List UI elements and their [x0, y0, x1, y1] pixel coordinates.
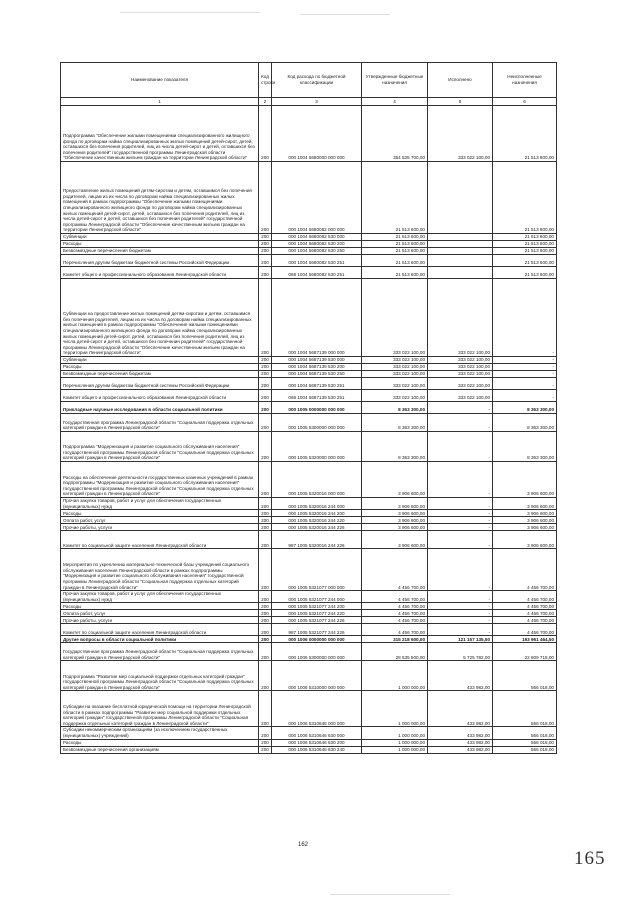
row-budget-code: 000 1005 5321077 244 000	[272, 591, 362, 603]
table-row	[61, 643, 557, 661]
row-remaining-amount: 3 906 600,00	[493, 531, 557, 549]
row-approved-amount: 333 022 100,00	[362, 357, 428, 364]
row-indicator-name: Государственная программа Ленинградской области "Социальная поддержка отдельных категорий граждан в Ленинградской области"	[61, 414, 259, 432]
row-line-code: 200	[259, 248, 272, 255]
row-line-code: 200	[259, 524, 272, 531]
row-budget-code: 000 1006 5300000 000 000	[272, 643, 362, 661]
table-row	[61, 241, 557, 248]
row-budget-code: 000 1005 5321077 244 226	[272, 617, 362, 624]
row-budget-code: 000 1004 5687139 530 250	[272, 371, 362, 378]
row-budget-code: 000 1006 5310646 000 000	[272, 691, 362, 727]
row-indicator-name: Мероприятия по укреплению материально-технической базы учреждений социального обслуживания населения Ленинградской области в рамках подпрограммы "Модернизация и развитие социального обслуживания населения" государственной программы Ленинградской области "Социальная поддержка отдельных категорий граждан в Ленинградской области"	[61, 549, 259, 591]
table-row	[61, 498, 557, 510]
row-remaining-amount: 21 513 600,00	[493, 162, 557, 234]
row-remaining-amount: 4 456 700,00	[493, 549, 557, 591]
table-row	[61, 267, 557, 279]
row-executed-amount: -	[428, 610, 493, 617]
row-indicator-name: Расходы	[61, 603, 259, 610]
row-indicator-name: Оплата работ, услуг	[61, 610, 259, 617]
row-line-code: 200	[259, 364, 272, 371]
table-row	[61, 610, 557, 617]
row-approved-amount: 333 022 100,00	[362, 371, 428, 378]
row-executed-amount	[428, 255, 493, 267]
row-approved-amount: 315 218 600,00	[362, 636, 428, 643]
table-row	[61, 378, 557, 390]
row-remaining-amount: 21 513 600,00	[493, 255, 557, 267]
row-budget-code: 000 1005 5320016 244 000	[272, 498, 362, 510]
row-budget-code: 000 1006 5310000 000 000	[272, 661, 362, 691]
row-budget-code: 000 1004 5680082 530 000	[272, 234, 362, 241]
row-indicator-name: Прочие работы, услуги	[61, 617, 259, 624]
row-indicator-name: Субвенции	[61, 357, 259, 364]
table-row	[61, 624, 557, 636]
row-executed-amount: 333 022 100,00	[428, 357, 493, 364]
table-row	[61, 524, 557, 531]
row-remaining-amount: 21 513 600,00	[493, 241, 557, 248]
row-remaining-amount: 8 363 300,00	[493, 432, 557, 462]
row-executed-amount: 333 022 100,00	[428, 378, 493, 390]
row-remaining-amount: 3 906 600,00	[493, 498, 557, 510]
row-line-code: 200	[259, 643, 272, 661]
row-budget-code: 000 1006 5310646 630 200	[272, 739, 362, 746]
row-remaining-amount: 21 513 600,00	[493, 248, 557, 255]
row-budget-code: 000 1004 5680000 000 000	[272, 106, 362, 162]
row-budget-code: 000 1005 5320016 244 220	[272, 517, 362, 524]
row-approved-amount: 21 513 600,00	[362, 162, 428, 234]
row-remaining-amount: 3 906 600,00	[493, 517, 557, 524]
row-indicator-name: Комитет по социальной защите населения Ленинградской области	[61, 531, 259, 549]
row-remaining-amount: 8 363 300,00	[493, 414, 557, 432]
row-indicator-name: Безвозмездные перечисления организациям	[61, 746, 259, 753]
scan-artifact	[120, 12, 260, 13]
row-indicator-name: Прочая закупка товаров, работ и услуг для обеспечения государственных (муниципальных) нужд	[61, 591, 259, 603]
table-row	[61, 414, 557, 432]
row-line-code: 200	[259, 432, 272, 462]
row-budget-code: 000 1004 5687139 000 000	[272, 279, 362, 357]
row-approved-amount: 3 906 600,00	[362, 498, 428, 510]
column-number: 4	[362, 98, 428, 106]
row-remaining-amount: 21 513 600,00	[493, 267, 557, 279]
row-approved-amount: 333 022 100,00	[362, 279, 428, 357]
row-indicator-name: Субвенции	[61, 234, 259, 241]
row-executed-amount: 433 982,00	[428, 661, 493, 691]
table-header-row	[61, 63, 557, 98]
row-executed-amount: 121 157 135,50	[428, 636, 493, 643]
row-line-code: 200	[259, 498, 272, 510]
row-budget-code: 000 1006 0000000 000 000	[272, 636, 362, 643]
table-row	[61, 364, 557, 371]
row-line-code: 200	[259, 591, 272, 603]
row-approved-amount: 1 000 000,00	[362, 739, 428, 746]
row-remaining-amount: 22 809 718,00	[493, 643, 557, 661]
row-executed-amount: -	[428, 531, 493, 549]
row-budget-code: 000 1004 5680082 530 200	[272, 241, 362, 248]
row-remaining-amount: 4 456 700,00	[493, 624, 557, 636]
row-line-code: 200	[259, 610, 272, 617]
table-row	[61, 617, 557, 624]
row-indicator-name: Перечисления другим бюджетам бюджетной системы Российской Федерации	[61, 255, 259, 267]
row-remaining-amount: 3 906 600,00	[493, 524, 557, 531]
row-remaining-amount: 4 456 700,00	[493, 591, 557, 603]
table-row	[61, 691, 557, 727]
row-executed-amount: 333 022 100,00	[428, 364, 493, 371]
row-line-code: 200	[259, 241, 272, 248]
row-indicator-name: Оплата работ, услуг	[61, 517, 259, 524]
row-approved-amount: 4 456 700,00	[362, 617, 428, 624]
row-budget-code: 000 1006 5310646 630 240	[272, 746, 362, 753]
row-executed-amount: -	[428, 402, 493, 414]
table-row	[61, 739, 557, 746]
row-indicator-name: Комитет по социальной защите населения Ленинградской области	[61, 624, 259, 636]
row-budget-code: 987 1005 5321077 244 226	[272, 624, 362, 636]
header-line-code: Код строки	[259, 63, 272, 98]
row-indicator-name: Комитет общего и профессионального образования Ленинградской области	[61, 390, 259, 402]
row-budget-code: 000 1005 5321077 244 220	[272, 610, 362, 617]
row-executed-amount: 333 022 100,00	[428, 390, 493, 402]
row-approved-amount: 3 906 600,00	[362, 510, 428, 517]
table-row	[61, 402, 557, 414]
table-row	[61, 603, 557, 610]
row-budget-code: 000 1005 5321077 244 200	[272, 603, 362, 610]
row-approved-amount: 8 363 300,00	[362, 432, 428, 462]
row-executed-amount: -	[428, 603, 493, 610]
row-line-code: 200	[259, 531, 272, 549]
row-indicator-name: Расходы	[61, 510, 259, 517]
handwritten-sheet-number: 165	[574, 848, 606, 869]
row-budget-code: 000 1004 5687139 530 000	[272, 357, 362, 364]
row-line-code: 200	[259, 691, 272, 727]
row-executed-amount: -	[428, 617, 493, 624]
row-remaining-amount: 3 906 600,00	[493, 510, 557, 517]
row-indicator-name: Прочая закупка товаров, работ и услуг для обеспечения государственных (муниципальных) нужд	[61, 498, 259, 510]
table-row	[61, 234, 557, 241]
row-approved-amount: 333 022 100,00	[362, 378, 428, 390]
row-budget-code: 000 1004 5687139 530 200	[272, 364, 362, 371]
table-row	[61, 510, 557, 517]
row-budget-code: 000 1006 5310646 630 000	[272, 727, 362, 739]
row-executed-amount: -	[428, 524, 493, 531]
table-row	[61, 462, 557, 498]
row-budget-code: 000 1005 5300000 000 000	[272, 414, 362, 432]
row-executed-amount: -	[428, 549, 493, 591]
column-number: 2	[259, 98, 272, 106]
row-executed-amount: -	[428, 462, 493, 498]
row-approved-amount: 8 363 300,00	[362, 402, 428, 414]
row-remaining-amount: -	[493, 390, 557, 402]
row-remaining-amount: 566 018,00	[493, 727, 557, 739]
column-number: 1	[61, 98, 259, 106]
table-row	[61, 279, 557, 357]
page-number: 162	[298, 842, 309, 848]
row-remaining-amount: -	[493, 378, 557, 390]
row-remaining-amount: 3 906 600,00	[493, 462, 557, 498]
row-executed-amount: -	[428, 498, 493, 510]
table-row	[61, 727, 557, 739]
row-executed-amount: -	[428, 517, 493, 524]
row-budget-code: 000 1005 5320016 000 000	[272, 462, 362, 498]
row-approved-amount: 4 456 700,00	[362, 549, 428, 591]
row-indicator-name: Расходы	[61, 364, 259, 371]
row-line-code: 200	[259, 371, 272, 378]
row-executed-amount: 333 022 100,00	[428, 106, 493, 162]
row-remaining-amount: 21 513 600,00	[493, 106, 557, 162]
row-budget-code: 000 1005 5321077 000 000	[272, 549, 362, 591]
row-approved-amount: 3 906 600,00	[362, 531, 428, 549]
table-row	[61, 390, 557, 402]
column-number-row	[61, 98, 557, 106]
header-indicator-name: Наименование показателя	[61, 63, 259, 98]
row-approved-amount: 8 363 300,00	[362, 414, 428, 432]
row-indicator-name: Расходы	[61, 739, 259, 746]
table-row	[61, 371, 557, 378]
row-indicator-name: Предоставление жилых помещений детям-сиротам и детям, оставшимся без попечения родителей, лицам из их числа по договорам найма специализированных жилых помещений в рамках подпрограммы "Обеспечение жилыми помещениями специализированного жилищного фонда по договорам найма специализированных жилых помещений детей-сирот, детей, оставшихся без попечения родителей, лиц из числа детей-сирот и детей, оставшихся без попечения родителей" государственной программы Ленинградской области "Обеспечение качественным жильем граждан на территории Ленинградской области"	[61, 162, 259, 234]
row-line-code: 200	[259, 617, 272, 624]
row-executed-amount: 333 022 100,00	[428, 279, 493, 357]
row-indicator-name: Государственная программа Ленинградской области "Социальная поддержка отдельных категорий граждан в Ленинградской области"	[61, 643, 259, 661]
table-row	[61, 746, 557, 753]
row-indicator-name: Субвенции на предоставление жилых помещений детям-сиротам и детям, оставшимся без попечения родителей, лицам из их числа по договорам найма специализированных жилых помещений в рамках подпрограммы "Обеспечение жилыми помещениями специализированного жилищного фонда по договорам найма специализированных жилых помещений детей-сирот, детей, оставшихся без попечения родителей, лиц из числа детей-сирот и детей, оставшихся без попечения родителей" государственной программы Ленинградской области "Обеспечение качественным жильем граждан на территории Ленинградской области"	[61, 279, 259, 357]
row-approved-amount: 21 513 600,00	[362, 241, 428, 248]
row-remaining-amount: 8 363 300,00	[493, 402, 557, 414]
table-row	[61, 636, 557, 643]
row-line-code: 200	[259, 267, 272, 279]
row-budget-code: 000 1004 5680082 530 250	[272, 248, 362, 255]
row-remaining-amount: 566 018,00	[493, 746, 557, 753]
row-line-code: 200	[259, 746, 272, 753]
header-remaining: Неисполненные назначения	[493, 63, 557, 98]
row-budget-code: 987 1005 5320016 244 226	[272, 531, 362, 549]
row-line-code: 200	[259, 106, 272, 162]
row-executed-amount: 433 982,00	[428, 727, 493, 739]
table-row	[61, 531, 557, 549]
row-indicator-name: Другие вопросы в области социальной политики	[61, 636, 259, 643]
row-line-code: 200	[259, 624, 272, 636]
table-row	[61, 661, 557, 691]
row-remaining-amount: 566 018,00	[493, 739, 557, 746]
row-budget-code: 000 1004 5687139 530 251	[272, 378, 362, 390]
row-executed-amount: 333 022 100,00	[428, 371, 493, 378]
row-indicator-name: Прочие работы, услуги	[61, 524, 259, 531]
row-executed-amount: -	[428, 591, 493, 603]
header-approved: Утвержденные бюджетные назначения	[362, 63, 428, 98]
row-indicator-name: Перечисления другим бюджетам бюджетной системы Российской Федерации	[61, 378, 259, 390]
row-indicator-name: Комитет общего и профессионального образования Ленинградской области	[61, 267, 259, 279]
row-remaining-amount: 566 018,00	[493, 691, 557, 727]
row-executed-amount	[428, 248, 493, 255]
row-budget-code: 000 1005 5320016 244 226	[272, 524, 362, 531]
row-approved-amount: 333 022 100,00	[362, 364, 428, 371]
row-line-code: 200	[259, 357, 272, 364]
row-budget-code: 068 1004 5687139 530 251	[272, 390, 362, 402]
row-budget-code: 000 1005 0000000 000 000	[272, 402, 362, 414]
row-line-code: 200	[259, 549, 272, 591]
row-line-code: 200	[259, 661, 272, 691]
table-row	[61, 255, 557, 267]
row-budget-code: 000 1005 5320000 000 000	[272, 432, 362, 462]
row-indicator-name: Расходы на обеспечение деятельности государственных казенных учреждений в рамках подпрограммы "Модернизация и развитие социального обслуживания населения" государственной программы Ленинградской области "Социальная поддержка отдельных категорий граждан в Ленинградской области"	[61, 462, 259, 498]
row-indicator-name: Безвозмездные перечисления бюджетам	[61, 248, 259, 255]
budget-execution-table	[60, 62, 557, 754]
row-executed-amount: -	[428, 432, 493, 462]
row-approved-amount: 21 513 600,00	[362, 255, 428, 267]
row-remaining-amount: 566 018,00	[493, 661, 557, 691]
row-line-code: 200	[259, 462, 272, 498]
table-row	[61, 517, 557, 524]
row-executed-amount	[428, 234, 493, 241]
row-remaining-amount: 4 456 700,00	[493, 610, 557, 617]
header-executed: Исполнено	[428, 63, 493, 98]
row-line-code: 200	[259, 402, 272, 414]
row-indicator-name: Расходы	[61, 241, 259, 248]
column-number: 3	[272, 98, 362, 106]
table-body	[61, 106, 557, 754]
row-line-code: 200	[259, 414, 272, 432]
row-remaining-amount: 21 513 600,00	[493, 234, 557, 241]
row-line-code: 200	[259, 510, 272, 517]
table-row	[61, 106, 557, 162]
row-indicator-name: Безвозмездные перечисления бюджетам	[61, 371, 259, 378]
row-executed-amount: 433 982,00	[428, 691, 493, 727]
row-approved-amount: 4 456 700,00	[362, 591, 428, 603]
row-indicator-name: Прикладные научные исследования в области социальной политики	[61, 402, 259, 414]
row-approved-amount: 3 906 600,00	[362, 517, 428, 524]
row-executed-amount	[428, 162, 493, 234]
row-indicator-name: Подпрограмма "Модернизация и развитие социального обслуживания населения" государственной программы Ленинградской области "Социальная поддержка отдельных категорий граждан в Ленинградской области"	[61, 432, 259, 462]
row-budget-code: 068 1004 5680082 530 251	[272, 267, 362, 279]
row-approved-amount: 3 906 600,00	[362, 462, 428, 498]
row-line-code: 200	[259, 517, 272, 524]
row-line-code: 200	[259, 279, 272, 357]
row-executed-amount	[428, 267, 493, 279]
row-budget-code: 000 1004 5680082 530 251	[272, 255, 362, 267]
column-number: 5	[428, 98, 493, 106]
row-executed-amount: -	[428, 510, 493, 517]
table-row	[61, 591, 557, 603]
row-approved-amount: 1 000 000,00	[362, 691, 428, 727]
row-executed-amount: 433 982,00	[428, 746, 493, 753]
row-executed-amount: 433 982,00	[428, 739, 493, 746]
row-executed-amount	[428, 241, 493, 248]
row-remaining-amount: -	[493, 371, 557, 378]
column-number: 6	[493, 98, 557, 106]
row-approved-amount: 21 513 600,00	[362, 248, 428, 255]
row-indicator-name: Подпрограмма "Обеспечение жилыми помещениями специализированного жилищного фонда по договорам найма специализированных жилых помещений детей-сирот, детей, оставшихся без попечения родителей, лиц из числа детей-сирот и детей, оставшихся без попечения родителей" государственной программы Ленинградской области "Обеспечение качественным жильем граждан на территории Ленинградской области"	[61, 106, 259, 162]
row-approved-amount: 1 000 000,00	[362, 746, 428, 753]
row-indicator-name: Подпрограмма "Развитие мер социальной поддержки отдельных категорий граждан" государственной программы Ленинградской области "Социальная поддержка отдельных категорий граждан в Ленинградской области"	[61, 661, 259, 691]
header-budget-code: Код расхода по бюджетной классификации	[272, 63, 362, 98]
row-approved-amount: 21 513 600,00	[362, 234, 428, 241]
row-indicator-name: Субсидии некоммерческим организациям (за исключением государственных (муниципальных) учреждений)	[61, 727, 259, 739]
scan-artifact	[300, 14, 390, 15]
table-row	[61, 432, 557, 462]
table-row	[61, 248, 557, 255]
row-remaining-amount: 193 961 464,50	[493, 636, 557, 643]
row-budget-code: 000 1005 5320016 244 200	[272, 510, 362, 517]
row-remaining-amount: 4 456 700,00	[493, 617, 557, 624]
scan-artifact	[330, 894, 450, 895]
row-executed-amount: 5 725 782,00	[428, 643, 493, 661]
table-row	[61, 162, 557, 234]
row-executed-amount: -	[428, 624, 493, 636]
row-line-code: 200	[259, 636, 272, 643]
row-line-code: 200	[259, 390, 272, 402]
row-line-code: 200	[259, 727, 272, 739]
row-remaining-amount: -	[493, 364, 557, 371]
row-approved-amount: 1 000 000,00	[362, 727, 428, 739]
row-line-code: 200	[259, 739, 272, 746]
row-remaining-amount: -	[493, 279, 557, 357]
table-row	[61, 549, 557, 591]
row-budget-code: 000 1004 5680082 000 000	[272, 162, 362, 234]
row-approved-amount: 4 456 700,00	[362, 610, 428, 617]
row-approved-amount: 1 000 000,00	[362, 661, 428, 691]
row-approved-amount: 333 022 100,00	[362, 390, 428, 402]
row-line-code: 200	[259, 234, 272, 241]
row-approved-amount: 354 535 700,00	[362, 106, 428, 162]
row-remaining-amount: -	[493, 357, 557, 364]
row-line-code: 200	[259, 162, 272, 234]
row-approved-amount: 21 513 600,00	[362, 267, 428, 279]
row-approved-amount: 4 456 700,00	[362, 603, 428, 610]
row-approved-amount: 28 535 500,00	[362, 643, 428, 661]
row-executed-amount: -	[428, 414, 493, 432]
row-line-code: 200	[259, 603, 272, 610]
row-indicator-name: Субсидии на оказание бесплатной юридической помощи на территории Ленинградской области в рамках подпрограммы "Развитие мер социальной поддержки отдельных категорий граждан" государственной программы Ленинградской области "Социальная поддержка отдельных категорий граждан в Ленинградской области"	[61, 691, 259, 727]
table-row	[61, 357, 557, 364]
row-approved-amount: 4 456 700,00	[362, 624, 428, 636]
row-approved-amount: 3 906 600,00	[362, 524, 428, 531]
row-line-code: 200	[259, 255, 272, 267]
row-line-code: 200	[259, 378, 272, 390]
row-remaining-amount: 4 456 700,00	[493, 603, 557, 610]
